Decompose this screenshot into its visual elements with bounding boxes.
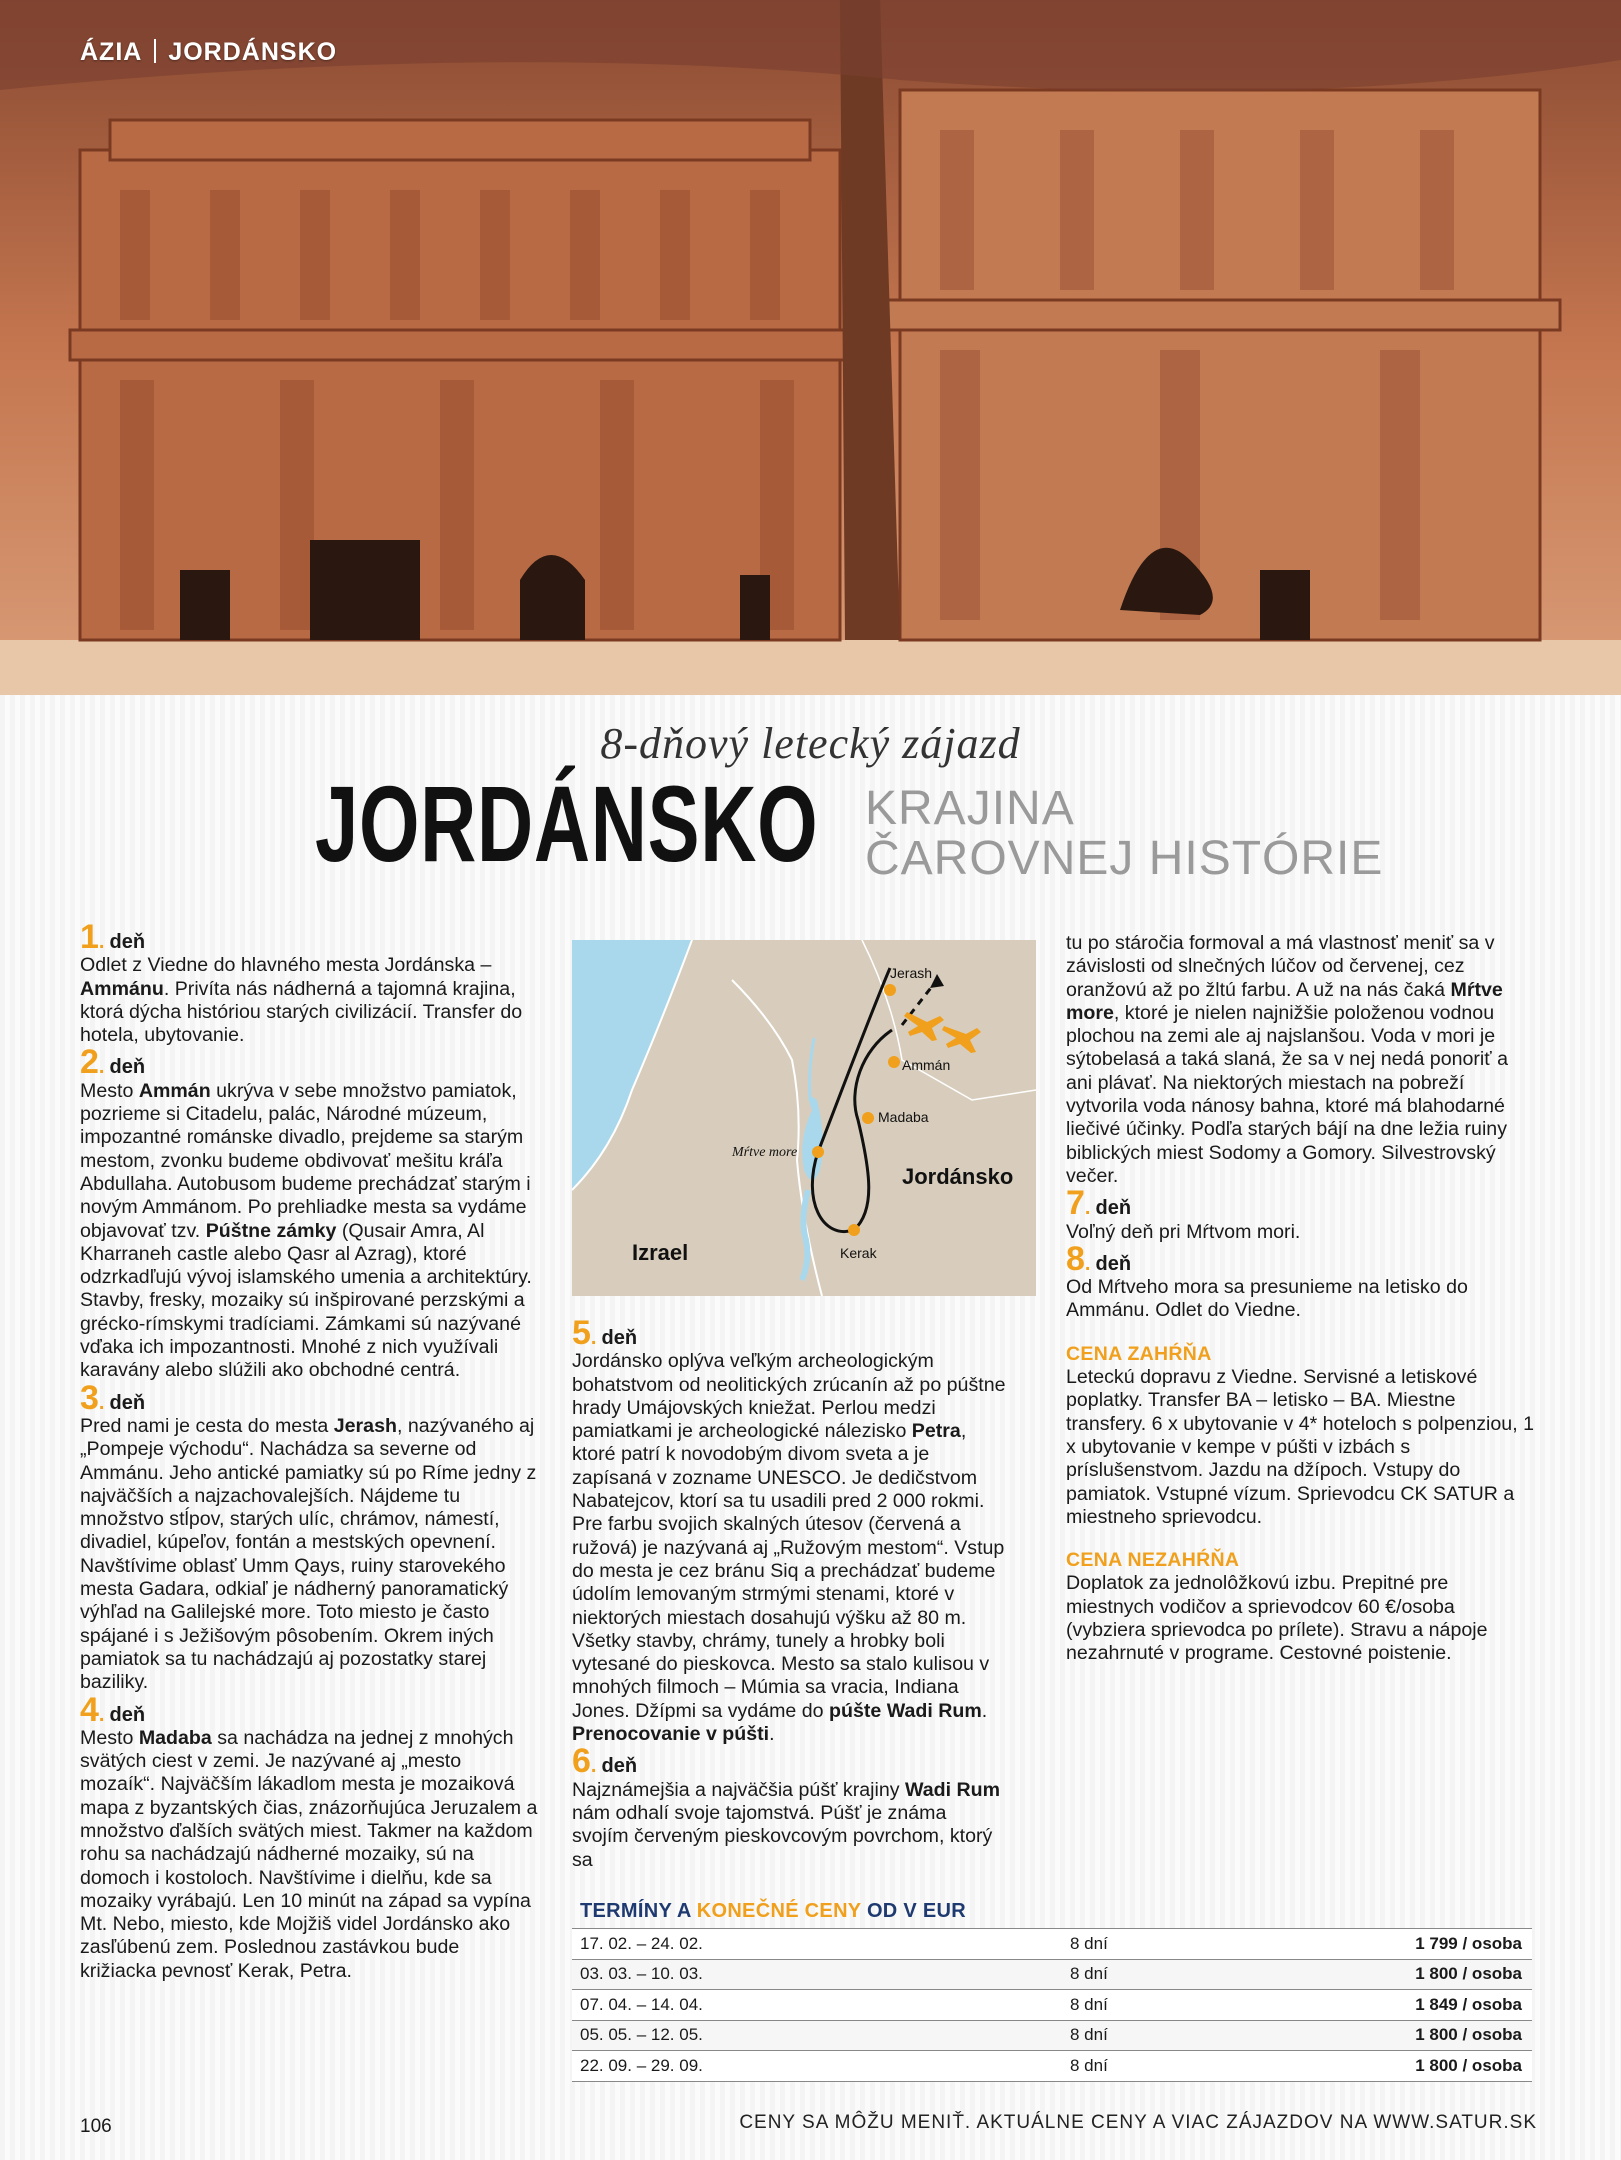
itinerary-column-2 bbox=[572, 1314, 1008, 1872]
row-dates: 07. 04. – 14. 04. bbox=[580, 1994, 703, 2014]
day-label: deň bbox=[1095, 1197, 1132, 1220]
day-8: 8 . deň Od Mŕtveho mora sa presunieme na letisko do Ammánu. Odlet do Viedne. bbox=[1066, 1244, 1536, 1323]
table-row bbox=[572, 1929, 1532, 1960]
day-5: 5 . deň Jordánsko oplýva veľkým archeologickým bohatstvom od neolitických zrúcanín až po púštne hrady Umájovských kniežat. Perlou medzi pamiatkami je archeologické nálezisko Petra, ktoré patrí k novodobým divom sveta a je zapísaná v zozname UNESCO. Je dedičstvom Nabatejcov, ktorí sa tu usadili pred 2 000 rokmi. Pre farbu svojich skalných útesov (červená a ružová) je nazývaná aj „Ružovým mestom“. Vstup do mesta je cez bránu Siq a prechádzať budeme údolím lemovaným strmými stenami, ktoré v niektorých miestach dosahujú výšku až 80 m. Všetky stavby, chrámy, tunely a hrobky boli vytesané do pieskovca. Mesto sa stalo kulisou v mnohých filmoch – Múmia sa vracia, Indiana Jones. Džípmi sa vydáme do púšte Wadi Rum. Prenocovanie v púšti. bbox=[572, 1318, 1008, 1746]
price-table bbox=[572, 1928, 1532, 2082]
breadcrumb-separator bbox=[154, 39, 156, 63]
mediterranean-sea bbox=[572, 940, 692, 1190]
day-text: Najznámejšia a najväčšia púšť krajiny Wadi Rum nám odhalí svoje tajomstvá. Púšť je známa svojím červeným pieskovcovým povrchom, ktorý sa bbox=[572, 1778, 1001, 1871]
day-number: 5 bbox=[572, 1314, 591, 1352]
table-row bbox=[572, 1990, 1532, 2021]
breadcrumb-country: JORDÁNSKO bbox=[168, 38, 338, 66]
day-label: deň bbox=[109, 1391, 146, 1414]
day-text: Pred nami je cesta do mesta Jerash, nazývaného aj „Pompeje východu“. Nachádza sa severne od Ammánu. Jeho antické pamiatky sú po Ríme jedny z najväčších a najzachovalejších. Nájdeme tu množstvo stĺpov, starých ulíc, chrámov, námestí, divadiel, kúpeľov, fontán a mestských opevnení. Navštívime oblasť Umm Qays, ruiny starovekého mesta Gadara, odkiaľ je nádherný panoramatický výhľad na Galilejské more. Toto miesto je často spájané i s Ježišovým pôsobením. Okrem iných pamiatok sa tu nachádzajú aj pozostatky starej baziliky. bbox=[80, 1414, 537, 1694]
row-price: 1 800 / osoba bbox=[1415, 2055, 1522, 2075]
footer-note: CENY SA MÔŽU MENIŤ. AKTUÁLNE CENY A VIAC ZÁJAZDOV NA WWW.SATUR.SK bbox=[739, 2112, 1537, 2133]
row-price: 1 849 / osoba bbox=[1415, 1994, 1522, 2014]
row-dates: 17. 02. – 24. 02. bbox=[580, 1933, 703, 1953]
price-included-heading: CENA ZAHŔŇA bbox=[1066, 1342, 1212, 1365]
day-number: 6 bbox=[572, 1742, 591, 1781]
day-text: Voľný deň pri Mŕtvom mori. bbox=[1066, 1220, 1301, 1243]
day-number: 4 bbox=[80, 1690, 99, 1729]
day-text: Mesto Ammán ukrýva v sebe množstvo pamiatok, pozrieme si Citadelu, palác, Národné múzeum, impozantné románske divadlo, prejdeme sa starým mestom, zvonku budeme obdivovať mešitu kráľa Abdullaha. Autobusom budeme prechádzať starým i novým Ammánom. Po prehliadke mesta sa vydáme objavovať tzv. Púštne zámky (Qusair Amra, Al Kharraneh castle alebo Qasr al Azrag), ktoré odzrkadľujú vývoj islamského umenia a architektúry. Stavby, fresky, mozaiky sú inšpirované perzskými a grécko-rímskymi tradíciami. Zámkami sú nazývané vďaka ich impozantnosti. Mnohé z nich využívali karavány alebo slúžili ako obchodné centrá. bbox=[80, 1079, 532, 1382]
day-text: Od Mŕtveho mora sa presunieme na letisko do Ammánu. Odlet do Viedne. bbox=[1066, 1276, 1468, 1322]
map-country-jordan: Jordánsko bbox=[902, 1164, 1014, 1189]
row-price: 1 800 / osoba bbox=[1415, 1964, 1522, 1984]
breadcrumb-region: ÁZIA bbox=[80, 38, 143, 66]
row-price: 1 799 / osoba bbox=[1415, 1933, 1522, 1953]
row-price: 1 800 / osoba bbox=[1415, 2025, 1522, 2045]
route-line bbox=[812, 968, 892, 1232]
map-city-madaba: Madaba bbox=[878, 1109, 929, 1125]
day-number: 1 bbox=[80, 918, 99, 956]
itinerary-column-1 bbox=[80, 918, 540, 1983]
page-number: 106 bbox=[80, 2116, 112, 2137]
route-map bbox=[572, 940, 1036, 1296]
petra-facade-illustration bbox=[0, 0, 1621, 695]
airplane-icon bbox=[904, 1012, 981, 1053]
day-text: Odlet z Viedne do hlavného mesta Jordánska – Ammánu. Privíta nás nádherná a tajomná krajina, ktorá dýcha históriou starých civilizácií. Transfer do hotela, ubytovanie. bbox=[80, 954, 523, 1047]
day-text: Mesto Madaba sa nachádza na jednej z mnohých svätých ciest v zemi. Je nazývané aj „mesto mozaík“. Najväčším lákadlom mesta je mozaiková mapa z byzantských čias, znázorňujúca Jeruzalem a množstvo ďalších svätých miest. Takmer na každom rohu sa nachádzajú nádherné mozaiky, sú na domoch i kostoloch. Navštívime i dielňu, kde sa mozaiky vyrábajú. Len 10 minút na západ sa vypína Mt. Nebo, miesto, kde Mojžiš videl Jordánsko ako zasľúbenú zem. Poslednou zastávkou bude križiacka pevnosť Kerak, Petra. bbox=[80, 1726, 538, 1982]
price-excluded-text: Doplatok za jednolôžkovú izbu. Prepitné pre miestnych vodičov a sprievodcov 60 €/osoba (vybziera sprievodca po prílete). Stravu a nápoje nezahrnuté v programe. Cestovné poistenie. bbox=[1066, 1572, 1488, 1665]
trip-subtitle: 8-dňový letecký zájazd bbox=[600, 719, 1021, 768]
day-label: deň bbox=[1095, 1252, 1132, 1275]
day-label: deň bbox=[109, 1056, 146, 1079]
row-dates: 22. 09. – 29. 09. bbox=[580, 2055, 703, 2075]
table-row bbox=[572, 1960, 1532, 1991]
day-6: 6 . deň Najznámejšia a najväčšia púšť krajiny Wadi Rum nám odhalí svoje tajomstvá. Púšť je známa svojím červeným pieskovcovým povrchom, ktorý sa bbox=[572, 1746, 1008, 1871]
day-label: deň bbox=[109, 1703, 146, 1726]
price-included-text: Leteckú dopravu z Viedne. Servisné a letiskové poplatky. Transfer BA – letisko – BA. Miestne transfery. 6 x ubytovanie v 4* hoteloch s polpenziou, 1 x ubytovanie v kempe v púšti v izbách s príslušenstvom. Jazdu na džípoch. Vstupy do pamiatok. Vstupné vízum. Sprievodcu CK SATUR a miestneho sprievodcu. bbox=[1066, 1366, 1534, 1528]
day-6-continuation: tu po stáročia formoval a má vlastnosť meniť sa v závislosti od slnečných lúčov od červenej, cez oranžovú až po žltú farbu. A už na nás čaká Mŕtve more, ktoré je nielen najnižšie položenou vodnou plochou na zemi ale aj najslanšou. Voda v mori je sýtobelasá a taká slaná, že sa v nej nedá ponoriť a ani plávať. Na niektorých miestach na pobreží vytvorila voda nánosy bahna, ktoré má blahodarné liečivé účinky. Podľa starých bájí na dne ležia ruiny biblických miest Sodomy a Gomory. Silvestrovský večer. bbox=[1066, 932, 1508, 1187]
row-days: 8 dní bbox=[1070, 1933, 1108, 1953]
breadcrumb bbox=[80, 38, 337, 67]
map-country-israel: Izrael bbox=[632, 1240, 689, 1265]
day-3: 3 . deň Pred nami je cesta do mesta Jerash, nazývaného aj „Pompeje východu“. Nachádza sa severne od Ammánu. Jeho antické pamiatky sú po Ríme jedny z najväčších a najzachovalejších. Nájdeme tu množstvo stĺpov, starých ulíc, chrámov, námestí, divadiel, kúpeľov, fontán a mestských opevnení. Navštívime oblasť Umm Qays, ruiny starovekého mesta Gadara, odkiaľ je nádherný panoramatický výhľad na Galilejské more. Toto miesto je často spájané i s Ježišovým pôsobením. Okrem iných pamiatok sa tu nachádzajú aj pozostatky starej baziliky. bbox=[80, 1383, 540, 1695]
tagline-line-2: ČAROVNEJ HISTÓRIE bbox=[865, 832, 1384, 885]
map-city-jerash: Jerash bbox=[890, 965, 933, 981]
row-days: 8 dní bbox=[1070, 2055, 1108, 2075]
itinerary-column-3 bbox=[1066, 932, 1536, 1666]
page-title: JORDÁNSKO bbox=[315, 763, 819, 884]
tagline-line-1: KRAJINA bbox=[865, 782, 1075, 835]
day-7: 7 . deň Voľný deň pri Mŕtvom mori. bbox=[1066, 1188, 1536, 1244]
row-dates: 05. 05. – 12. 05. bbox=[580, 2025, 703, 2045]
day-number: 2 bbox=[80, 1043, 99, 1082]
day-text: Jordánsko oplýva veľkým archeologickým bohatstvom od neolitických zrúcanín až po púštne hrady Umájovských kniežat. Perlou medzi pamiatkami je archeologické nálezisko Petra, ktoré patrí k novodobým divom sveta a je zapísaná v zozname UNESCO. Je dedičstvom Nabatejcov, ktorí sa tu usadili pred 2 000 rokmi. Pre farbu svojich skalných útesov (červená a ružová) je nazývaná aj „Ružovým mestom“. Vstup do mesta je cez bránu Siq a prechádzať budeme údolím lemovaným strmými stenami, ktoré v niektorých miestach dosahujú výšku až 80 m. Všetky stavby, chrámy, tunely a hrobky boli vytesané do pieskovca. Mesto sa stalo kulisou v mnohých filmoch – Múmia sa vracia, Indiana Jones. Džípmi sa vydáme do púšte Wadi Rum. Prenocovanie v púšti. bbox=[572, 1350, 1006, 1746]
price-table-title: TERMÍNY A KONEČNÉ CENY OD V EUR bbox=[580, 1900, 967, 1922]
row-days: 8 dní bbox=[1070, 2025, 1108, 2045]
map-dead-sea-label: Mŕtve more bbox=[732, 1145, 798, 1160]
day-1: 1 . deň Odlet z Viedne do hlavného mesta Jordánska – Ammánu. Privíta nás nádherná a tajomná krajina, ktorá dýcha históriou starých civilizácií. Transfer do hotela, ubytovanie. bbox=[80, 922, 540, 1047]
day-2: 2 . deň Mesto Ammán ukrýva v sebe množstvo pamiatok, pozrieme si Citadelu, palác, Národné múzeum, impozantné románske divadlo, prejdeme sa starým mestom, zvonku budeme obdivovať mešitu kráľa Abdullaha. Autobusom budeme prechádzať starým i novým Ammánom. Po prehliadke mesta sa vydáme objavovať tzv. Púštne zámky (Qusair Amra, Al Kharraneh castle alebo Qasr al Azrag), ktoré odzrkadľujú vývoj islamského umenia a architektúry. Stavby, fresky, mozaiky sú inšpirované perzskými a grécko-rímskymi tradíciami. Zámkami sú nazývané vďaka ich impozantnosti. Mnohé z nich využívali karavány alebo slúžili ako obchodné centrá. bbox=[80, 1047, 540, 1382]
map-city-kerak: Kerak bbox=[840, 1245, 877, 1261]
day-number: 7 bbox=[1066, 1184, 1085, 1223]
map-city-amman: Ammán bbox=[902, 1057, 951, 1073]
day-label: deň bbox=[601, 1327, 638, 1349]
day-4: 4 . deň Mesto Madaba sa nachádza na jednej z mnohých svätých ciest v zemi. Je nazývané aj „mesto mozaík“. Najväčším lákadlom mesta je mozaiková mapa z byzantských čias, znázorňujúca Jeruzalem a množstvo ďalších svätých miest. Takmer na každom rohu sa nachádzajú nádherné mozaiky, sú na domoch i kostoloch. Navštívime i dielňu, kde sa mozaiky vyrábajú. Len 10 minút na západ sa vypína Mt. Nebo, miesto, kde Mojžiš videl Jordánsko ako zasľúbenú zem. Poslednou zastávkou bude križiacka pevnosť Kerak, Petra. bbox=[80, 1695, 540, 1984]
price-excluded-heading: CENA NEZAHŔŇA bbox=[1066, 1549, 1240, 1572]
day-number: 3 bbox=[80, 1378, 99, 1417]
row-days: 8 dní bbox=[1070, 1994, 1108, 2014]
title-tagline bbox=[865, 784, 1383, 884]
table-row bbox=[572, 2051, 1532, 2082]
hero-photo-petra bbox=[0, 0, 1621, 695]
day-label: deň bbox=[601, 1755, 638, 1778]
day-label: deň bbox=[109, 931, 146, 953]
row-days: 8 dní bbox=[1070, 1964, 1108, 1984]
row-dates: 03. 03. – 10. 03. bbox=[580, 1964, 703, 1984]
table-row bbox=[572, 2021, 1532, 2052]
day-number: 8 bbox=[1066, 1239, 1085, 1278]
